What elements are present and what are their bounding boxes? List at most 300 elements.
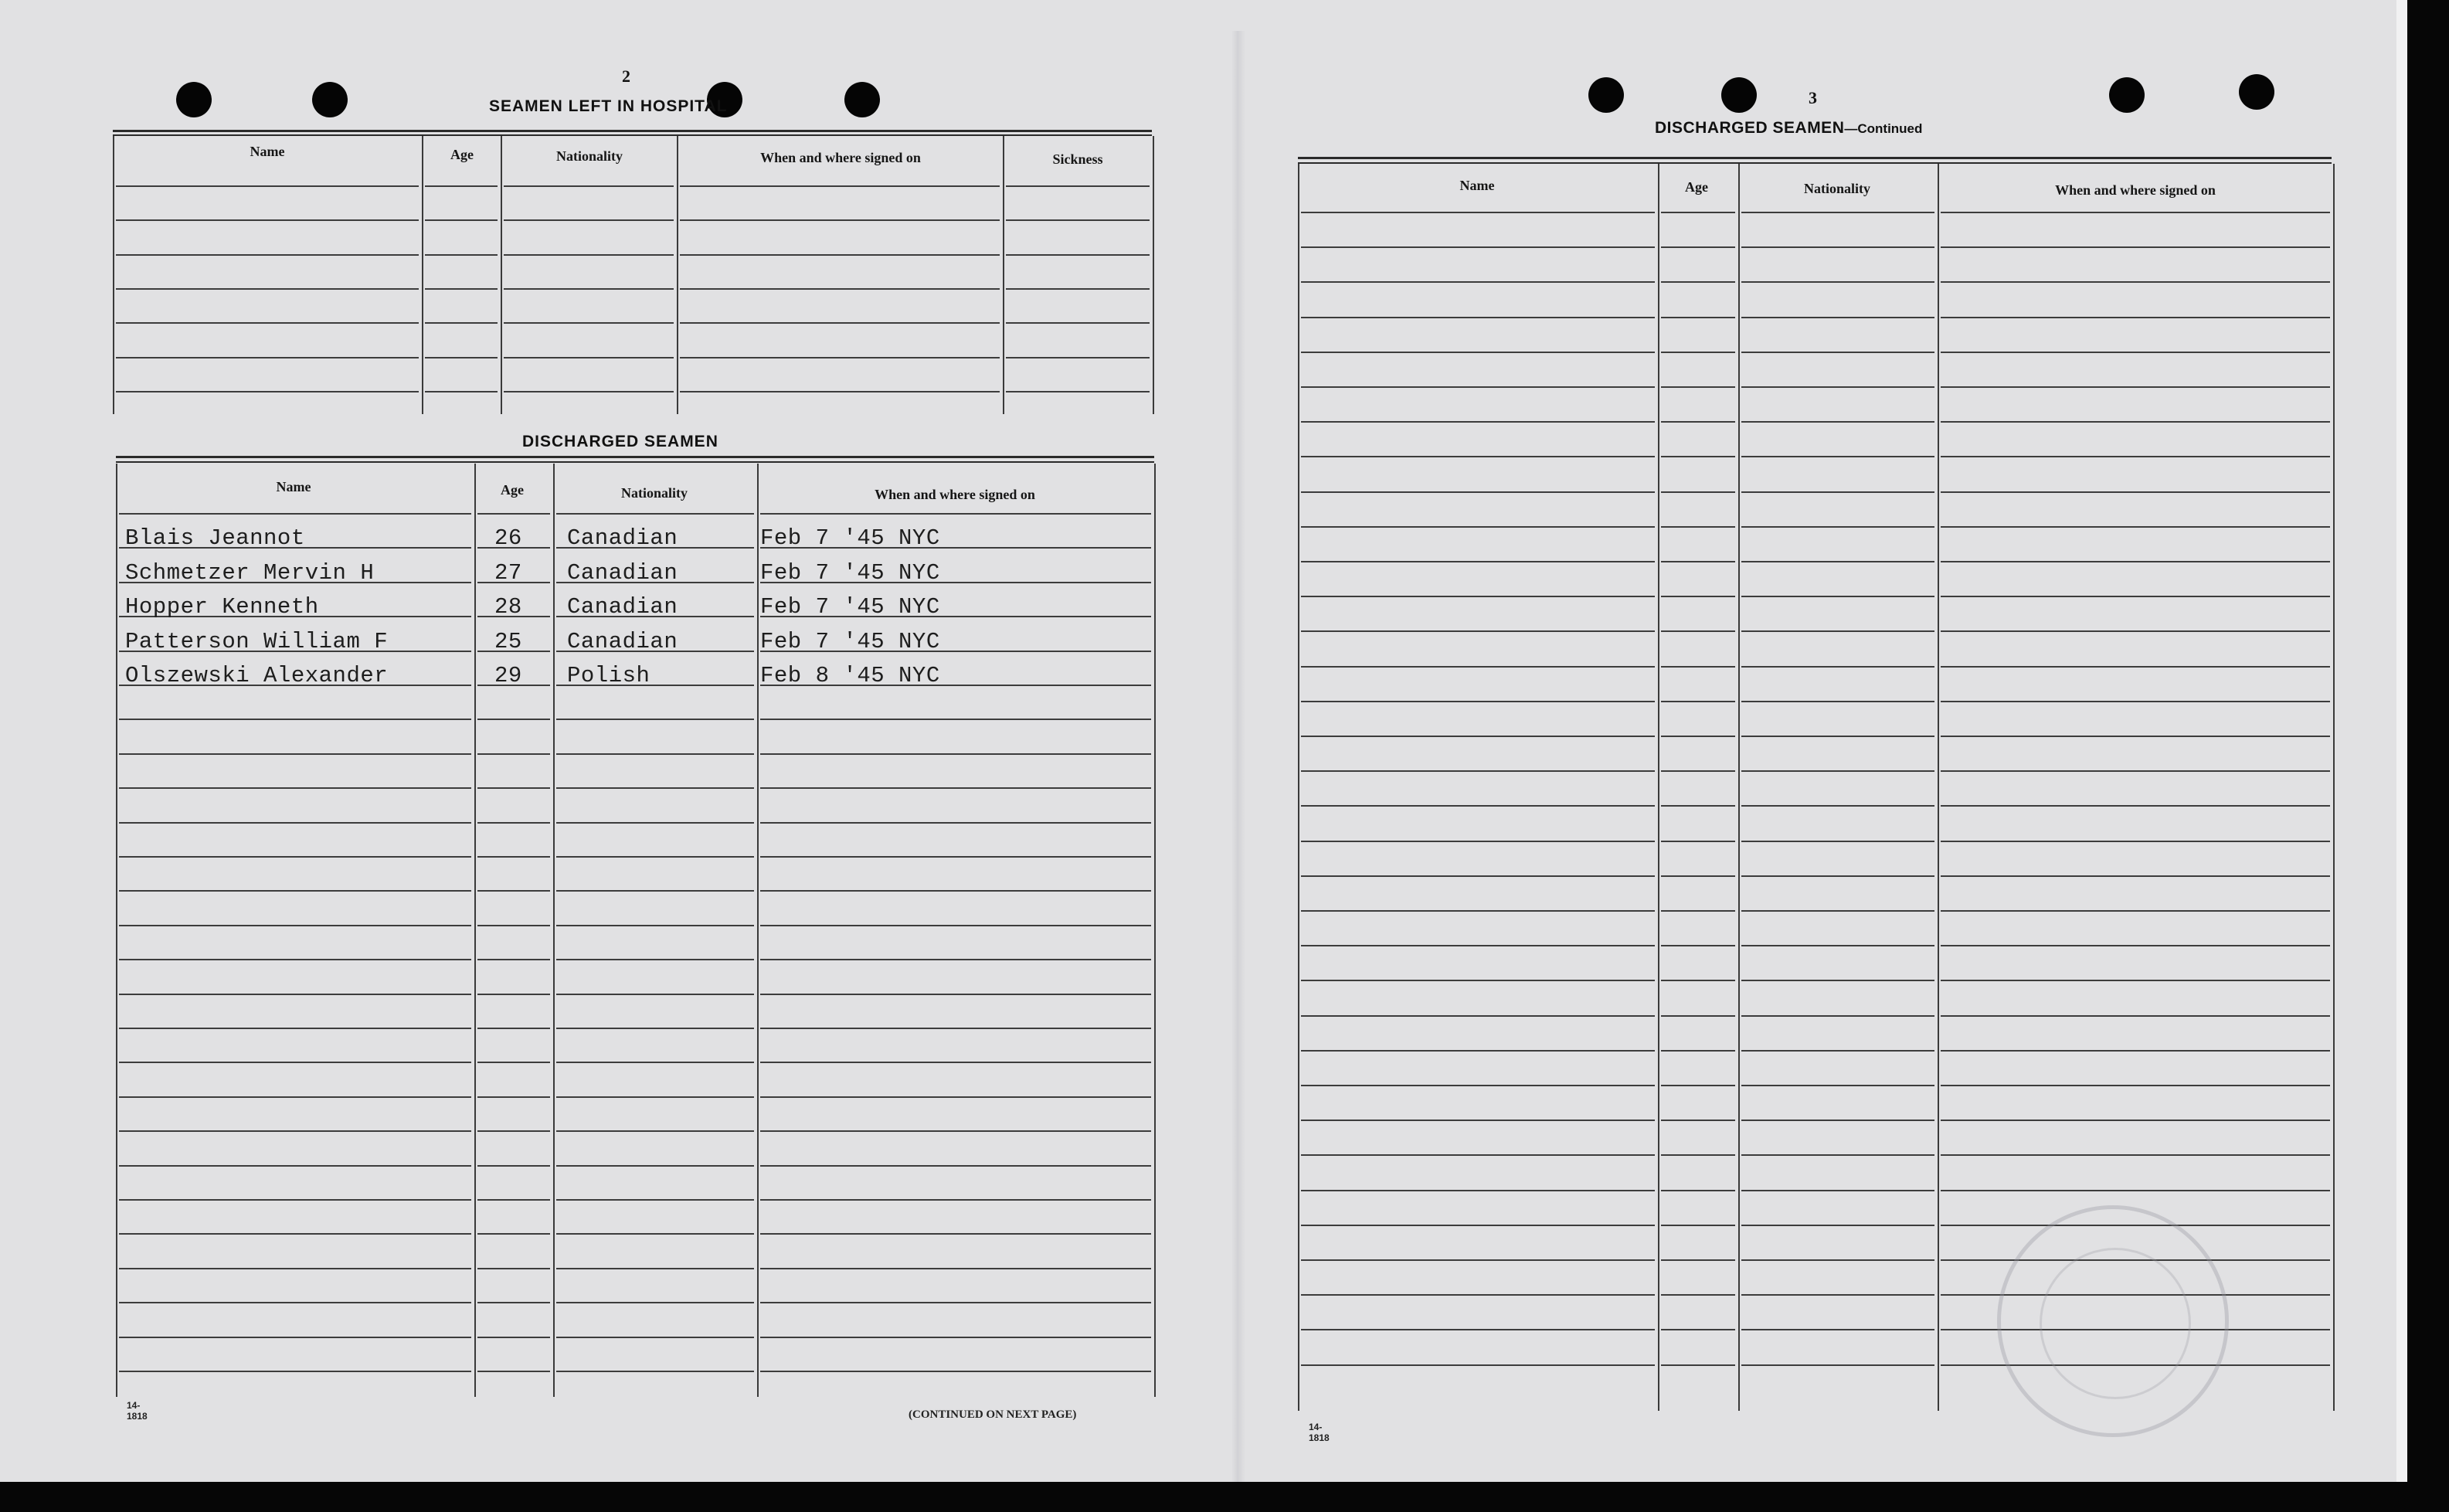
row-line (1006, 322, 1150, 324)
row-line (1741, 1225, 1934, 1226)
row-line (760, 513, 1151, 515)
row-line (1941, 736, 2330, 737)
row-line (556, 890, 754, 892)
row-line (680, 185, 1000, 187)
row-line (119, 513, 471, 515)
row-line (1301, 805, 1655, 807)
row-line (119, 994, 471, 995)
right-title-main: DISCHARGED SEAMEN (1655, 119, 1845, 137)
punch-hole (176, 82, 212, 117)
row-line (1301, 1364, 1655, 1366)
column-divider (1154, 464, 1156, 1397)
row-line (1006, 288, 1150, 290)
row-line (1301, 1225, 1655, 1226)
row-line (1741, 246, 1934, 248)
row-line (1941, 246, 2330, 248)
row-line (477, 1096, 550, 1098)
row-line (1301, 1050, 1655, 1052)
row-line (504, 219, 674, 221)
seaman-age: 27 (494, 560, 522, 586)
row-line (119, 856, 471, 858)
row-line (680, 357, 1000, 358)
row-line (116, 357, 419, 358)
row-line (1741, 630, 1934, 632)
row-line (119, 1268, 471, 1269)
row-line (1741, 841, 1934, 842)
row-line (680, 219, 1000, 221)
row-line (760, 1371, 1151, 1372)
column-divider (474, 464, 476, 1397)
row-line (425, 185, 498, 187)
row-line (1661, 456, 1735, 457)
row-line (1661, 666, 1735, 668)
punch-hole (2109, 77, 2145, 113)
row-line (1741, 491, 1934, 493)
row-line (1661, 1050, 1735, 1052)
row-line (116, 185, 419, 187)
column-header-name: Name (1459, 178, 1495, 193)
row-line (1741, 945, 1934, 946)
column-divider (677, 136, 678, 414)
row-line (680, 254, 1000, 256)
column-divider (1938, 164, 1939, 1411)
row-line (1301, 1259, 1655, 1261)
row-line (477, 787, 550, 789)
row-line (556, 1130, 754, 1132)
right-section-title (1655, 119, 1922, 138)
row-line (477, 1302, 550, 1303)
right-top-rule (1298, 162, 2332, 164)
row-line (1661, 317, 1735, 318)
row-line (556, 1062, 754, 1063)
column-header-nationality: Nationality (620, 485, 688, 501)
row-line (556, 1268, 754, 1269)
row-line (1941, 910, 2330, 912)
row-line (477, 822, 550, 824)
faded-stamp-inner (2040, 1248, 2191, 1399)
row-line (1661, 281, 1735, 283)
row-line (1661, 1015, 1735, 1017)
row-line (1741, 701, 1934, 702)
row-line (1741, 1329, 1934, 1330)
column-divider (2333, 164, 2335, 1411)
row-line (477, 1165, 550, 1167)
column-header-signed-on: When and where signed on (875, 487, 1035, 502)
row-line (1661, 421, 1735, 423)
column-divider (1153, 136, 1154, 414)
row-line (1941, 281, 2330, 283)
hospital-top-rule (113, 134, 1152, 136)
row-line (1741, 666, 1934, 668)
row-line (1301, 841, 1655, 842)
seaman-nationality: Canadian (567, 525, 678, 551)
row-line (1661, 980, 1735, 981)
row-line (760, 1233, 1151, 1235)
row-line (1301, 1154, 1655, 1156)
row-line (116, 322, 419, 324)
row-line (1941, 630, 2330, 632)
row-line (1941, 841, 2330, 842)
row-line (1741, 1050, 1934, 1052)
seaman-signed-on: Feb 7 '45 NYC (760, 629, 940, 654)
row-line (1741, 1154, 1934, 1156)
row-line (760, 925, 1151, 926)
row-line (119, 787, 471, 789)
row-line (760, 890, 1151, 892)
row-line (477, 890, 550, 892)
row-line (477, 1268, 550, 1269)
row-line (1661, 596, 1735, 597)
row-line (760, 1302, 1151, 1303)
row-line (477, 1233, 550, 1235)
row-line (119, 925, 471, 926)
row-line (1941, 805, 2330, 807)
row-line (1941, 666, 2330, 668)
row-line (1741, 456, 1934, 457)
row-line (1741, 910, 1934, 912)
row-line (477, 925, 550, 926)
row-line (1941, 596, 2330, 597)
row-line (1301, 770, 1655, 772)
row-line (119, 1371, 471, 1372)
row-line (1301, 945, 1655, 946)
row-line (477, 1028, 550, 1029)
row-line (1741, 526, 1934, 528)
row-line (425, 357, 498, 358)
row-line (1941, 701, 2330, 702)
column-header-signed-on: When and where signed on (2055, 182, 2216, 198)
row-line (556, 1337, 754, 1338)
row-line (760, 753, 1151, 755)
row-line (1941, 980, 2330, 981)
row-line (1301, 630, 1655, 632)
row-line (504, 185, 674, 187)
column-header-age: Age (450, 147, 474, 162)
row-line (680, 322, 1000, 324)
row-line (1301, 491, 1655, 493)
row-line (119, 1199, 471, 1201)
row-line (760, 994, 1151, 995)
seaman-nationality: Polish (567, 663, 650, 688)
row-line (1661, 1225, 1735, 1226)
row-line (556, 513, 754, 515)
row-line (116, 288, 419, 290)
row-line (1941, 561, 2330, 562)
row-line (760, 719, 1151, 720)
row-line (760, 1028, 1151, 1029)
row-line (1661, 910, 1735, 912)
row-line (680, 288, 1000, 290)
row-line (1741, 281, 1934, 283)
row-line (1301, 1294, 1655, 1296)
seaman-age: 29 (494, 663, 522, 688)
seaman-signed-on: Feb 7 '45 NYC (760, 560, 940, 586)
row-line (1301, 980, 1655, 981)
row-line (119, 1028, 471, 1029)
row-line (1661, 561, 1735, 562)
row-line (760, 1165, 1151, 1167)
punch-hole (1588, 77, 1624, 113)
column-header-signed-on: When and where signed on (760, 150, 921, 165)
row-line (1301, 561, 1655, 562)
row-line (504, 254, 674, 256)
row-line (477, 994, 550, 995)
row-line (1661, 352, 1735, 353)
row-line (477, 1130, 550, 1132)
row-line (119, 1337, 471, 1338)
right-top-rule (1298, 157, 2332, 159)
row-line (119, 1130, 471, 1132)
row-line (1661, 386, 1735, 388)
hospital-top-rule (113, 130, 1152, 132)
row-line (1301, 910, 1655, 912)
continued-note: (CONTINUED ON NEXT PAGE) (909, 1408, 1077, 1421)
seaman-name: Olszewski Alexander (125, 663, 389, 688)
row-line (1661, 736, 1735, 737)
row-line (119, 1062, 471, 1063)
row-line (477, 753, 550, 755)
row-line (1741, 352, 1934, 353)
column-divider (1298, 164, 1299, 1411)
row-line (1301, 1120, 1655, 1121)
row-line (1301, 666, 1655, 668)
row-line (425, 254, 498, 256)
seaman-signed-on: Feb 8 '45 NYC (760, 663, 940, 688)
row-line (1941, 1190, 2330, 1191)
row-line (1006, 391, 1150, 392)
row-line (477, 719, 550, 720)
seaman-age: 26 (494, 525, 522, 551)
seaman-nationality: Canadian (567, 594, 678, 620)
form-number: 14-1818 (1309, 1422, 1330, 1443)
row-line (760, 1130, 1151, 1132)
row-line (556, 856, 754, 858)
row-line (1741, 980, 1934, 981)
row-line (1741, 1294, 1934, 1296)
row-line (1941, 1085, 2330, 1086)
row-line (1301, 875, 1655, 877)
row-line (760, 1199, 1151, 1201)
row-line (1301, 1190, 1655, 1191)
row-line (1741, 317, 1934, 318)
row-line (556, 1028, 754, 1029)
column-divider (113, 136, 114, 414)
row-line (1741, 1190, 1934, 1191)
seaman-name: Hopper Kenneth (125, 594, 319, 620)
row-line (1661, 491, 1735, 493)
row-line (1301, 736, 1655, 737)
row-line (1741, 386, 1934, 388)
row-line (556, 925, 754, 926)
row-line (1741, 805, 1934, 807)
row-line (556, 822, 754, 824)
row-line (556, 787, 754, 789)
row-line (1301, 421, 1655, 423)
punch-hole (312, 82, 348, 117)
row-line (556, 1096, 754, 1098)
row-line (556, 959, 754, 960)
row-line (760, 1062, 1151, 1063)
column-divider (757, 464, 759, 1397)
column-divider (501, 136, 502, 414)
row-line (477, 856, 550, 858)
row-line (1941, 352, 2330, 353)
row-line (1661, 212, 1735, 213)
row-line (1941, 317, 2330, 318)
row-line (556, 719, 754, 720)
row-line (760, 959, 1151, 960)
row-line (477, 1199, 550, 1201)
row-line (1661, 875, 1735, 877)
page-number: 2 (622, 66, 630, 86)
row-line (119, 719, 471, 720)
row-line (477, 1337, 550, 1338)
row-line (1006, 219, 1150, 221)
row-line (1741, 736, 1934, 737)
row-line (116, 391, 419, 392)
punch-hole (1721, 77, 1757, 113)
row-line (1301, 701, 1655, 702)
sheet-edge (2396, 0, 2407, 1482)
column-header-age: Age (501, 482, 524, 498)
row-line (1941, 770, 2330, 772)
seaman-nationality: Canadian (567, 560, 678, 586)
row-line (477, 1371, 550, 1372)
row-line (1741, 875, 1934, 877)
row-line (1941, 421, 2330, 423)
column-header-nationality: Nationality (1803, 181, 1870, 196)
faded-stamp (1997, 1205, 2229, 1437)
row-line (1741, 1120, 1934, 1121)
row-line (1661, 1364, 1735, 1366)
seaman-name: Schmetzer Mervin H (125, 560, 375, 586)
row-line (1661, 770, 1735, 772)
row-line (1301, 1015, 1655, 1017)
row-line (119, 753, 471, 755)
row-line (1301, 317, 1655, 318)
row-line (477, 959, 550, 960)
row-line (1301, 456, 1655, 457)
row-line (1741, 770, 1934, 772)
row-line (504, 322, 674, 324)
page-number: 3 (1809, 88, 1817, 107)
row-line (1941, 1154, 2330, 1156)
row-line (1661, 246, 1735, 248)
punch-hole (2239, 74, 2274, 110)
row-line (1741, 1364, 1934, 1366)
row-line (556, 994, 754, 995)
discharged-top-rule (116, 456, 1154, 458)
row-line (119, 890, 471, 892)
row-line (1941, 456, 2330, 457)
row-line (116, 254, 419, 256)
hospital-section-title: SEAMEN LEFT IN HOSPITAL (489, 97, 728, 115)
row-line (425, 219, 498, 221)
row-line (1941, 212, 2330, 213)
row-line (1941, 1120, 2330, 1121)
column-divider (1658, 164, 1659, 1411)
row-line (1661, 1329, 1735, 1330)
seaman-age: 28 (494, 594, 522, 620)
row-line (1661, 841, 1735, 842)
row-line (1741, 561, 1934, 562)
right-title-suffix: —Continued (1844, 121, 1923, 136)
row-line (1941, 1050, 2330, 1052)
discharged-top-rule (116, 461, 1154, 463)
row-line (1006, 185, 1150, 187)
row-line (1941, 386, 2330, 388)
row-line (1661, 1294, 1735, 1296)
column-divider (422, 136, 423, 414)
row-line (556, 1302, 754, 1303)
row-line (1301, 526, 1655, 528)
row-line (1941, 491, 2330, 493)
seaman-name: Patterson William F (125, 629, 389, 654)
row-line (425, 288, 498, 290)
discharged-section-title: DISCHARGED SEAMEN (522, 433, 718, 450)
row-line (504, 391, 674, 392)
row-line (556, 1371, 754, 1372)
row-line (760, 1268, 1151, 1269)
row-line (556, 1233, 754, 1235)
row-line (556, 753, 754, 755)
row-line (504, 288, 674, 290)
row-line (1301, 386, 1655, 388)
row-line (477, 1062, 550, 1063)
column-header-sickness: Sickness (1052, 151, 1103, 167)
row-line (1661, 945, 1735, 946)
column-divider (1003, 136, 1004, 414)
row-line (1301, 246, 1655, 248)
row-line (1006, 357, 1150, 358)
column-divider (553, 464, 555, 1397)
column-header-age: Age (1685, 179, 1708, 195)
row-line (1301, 352, 1655, 353)
row-line (1006, 254, 1150, 256)
row-line (1661, 1154, 1735, 1156)
row-line (556, 1165, 754, 1167)
row-line (1941, 1015, 2330, 1017)
row-line (425, 391, 498, 392)
row-line (119, 822, 471, 824)
row-line (119, 1302, 471, 1303)
column-divider (1738, 164, 1740, 1411)
form-number: 14-1818 (127, 1400, 148, 1422)
seaman-signed-on: Feb 7 '45 NYC (760, 594, 940, 620)
row-line (1741, 1085, 1934, 1086)
row-line (119, 1233, 471, 1235)
row-line (760, 1337, 1151, 1338)
row-line (1301, 212, 1655, 213)
seaman-name: Blais Jeannot (125, 525, 305, 551)
row-line (1661, 805, 1735, 807)
row-line (1301, 596, 1655, 597)
row-line (1941, 875, 2330, 877)
row-line (1741, 212, 1934, 213)
column-divider (116, 464, 117, 1397)
row-line (760, 856, 1151, 858)
row-line (116, 219, 419, 221)
row-line (1941, 945, 2330, 946)
row-line (1741, 596, 1934, 597)
row-line (119, 1096, 471, 1098)
row-line (119, 1165, 471, 1167)
column-header-name: Name (250, 144, 285, 159)
page-fold (1231, 31, 1245, 1482)
row-line (760, 787, 1151, 789)
row-line (1661, 701, 1735, 702)
row-line (1661, 526, 1735, 528)
